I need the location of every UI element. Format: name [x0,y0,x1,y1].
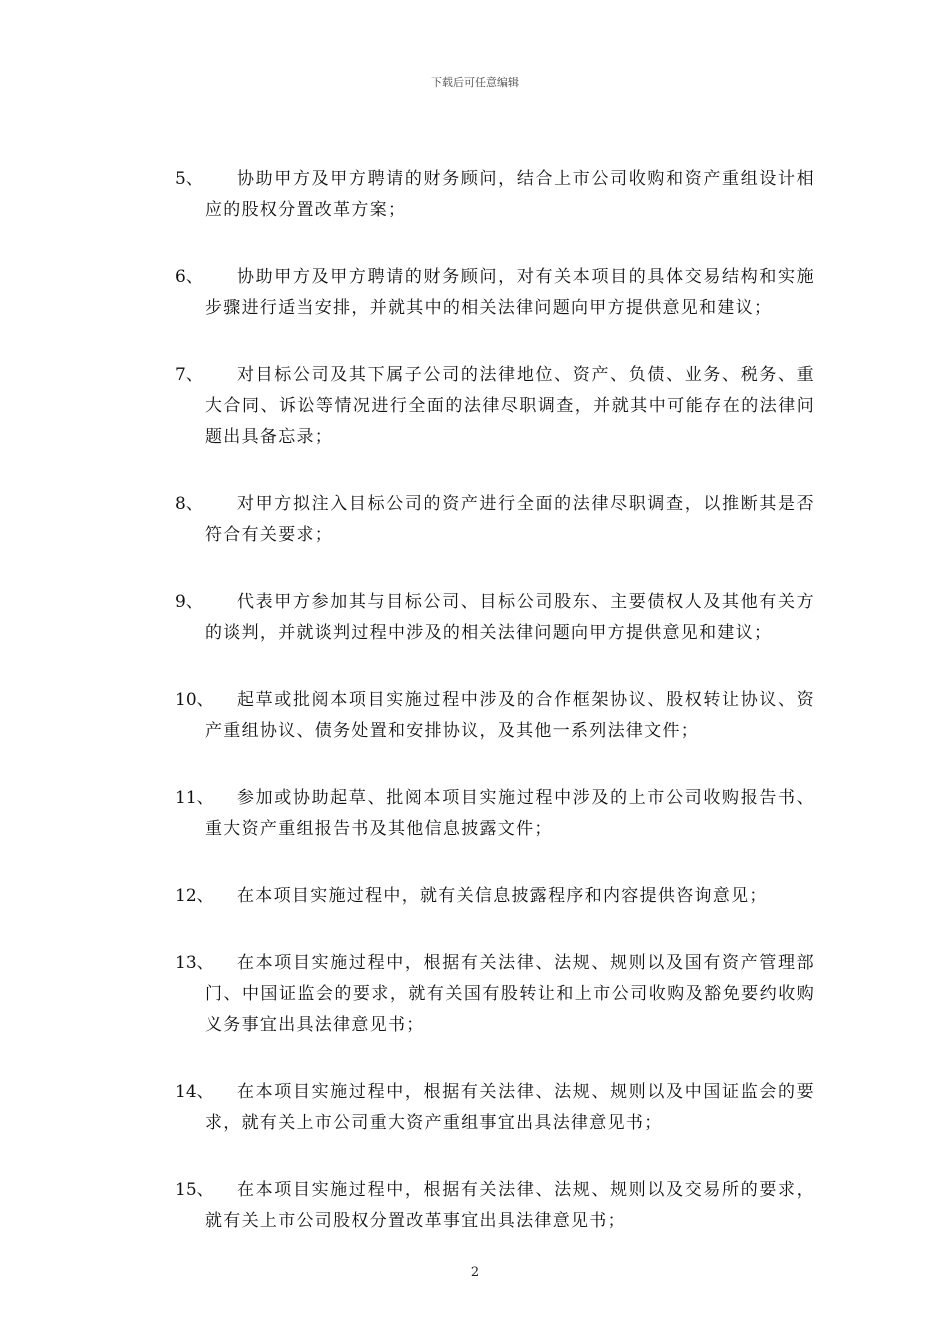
page-number: 2 [470,1265,480,1280]
list-item [0,262,950,324]
item-number: 7、 [175,365,203,385]
item-text: 在本项目实施过程中，就有关信息披露程序和内容提供咨询意见； [237,886,768,906]
item-text: 起草或批阅本项目实施过程中涉及的合作框架协议、股权转让协议、资产重组协议、债务处置和安排协议，及其他一系列法律文件； [205,690,815,741]
item-number: 14、 [175,1082,214,1102]
item-number: 6、 [175,267,203,287]
item-text: 参加或协助起草、批阅本项目实施过程中涉及的上市公司收购报告书、重大资产重组报告书及其他信息披露文件； [205,788,815,839]
item-text: 在本项目实施过程中，根据有关法律、法规、规则以及中国证监会的要求，就有关上市公司重大资产重组事宜出具法律意见书； [205,1082,815,1133]
list-item [0,360,950,453]
list-item [0,489,950,551]
item-number: 10、 [175,690,214,710]
list-item [0,164,950,226]
list-item [0,948,950,1041]
item-text: 对目标公司及其下属子公司的法律地位、资产、负债、业务、税务、重大合同、诉讼等情况进行全面的法律尽职调查，并就其中可能存在的法律问题出具备忘录； [205,365,815,447]
list-item [0,1175,950,1237]
list-item [0,881,950,912]
item-number: 9、 [175,592,203,612]
item-number: 5、 [175,169,203,189]
list-item [0,1077,950,1139]
list-item [0,587,950,649]
item-text: 在本项目实施过程中，根据有关法律、法规、规则以及国有资产管理部门、中国证监会的要求，就有关国有股转让和上市公司收购及豁免要约收购义务事宜出具法律意见书； [205,953,815,1035]
item-number: 13、 [175,953,214,973]
item-number: 15、 [175,1180,214,1200]
list-item [0,685,950,747]
item-number: 11、 [175,788,214,808]
item-text: 在本项目实施过程中，根据有关法律、法规、规则以及交易所的要求，就有关上市公司股权分置改革事宜出具法律意见书； [205,1180,815,1231]
item-text: 协助甲方及甲方聘请的财务顾问，结合上市公司收购和资产重组设计相应的股权分置改革方案； [205,169,815,220]
document-body [0,164,950,1273]
item-text: 协助甲方及甲方聘请的财务顾问，对有关本项目的具体交易结构和实施步骤进行适当安排，并就其中的相关法律问题向甲方提供意见和建议； [205,267,815,318]
list-item [0,783,950,845]
item-text: 对甲方拟注入目标公司的资产进行全面的法律尽职调查，以推断其是否符合有关要求； [205,494,815,545]
item-number: 8、 [175,494,203,514]
item-text: 代表甲方参加其与目标公司、目标公司股东、主要债权人及其他有关方的谈判，并就谈判过程中涉及的相关法律问题向甲方提供意见和建议； [205,592,815,643]
item-number: 12、 [175,886,214,906]
page-header: 下载后可任意编辑 [431,76,519,89]
